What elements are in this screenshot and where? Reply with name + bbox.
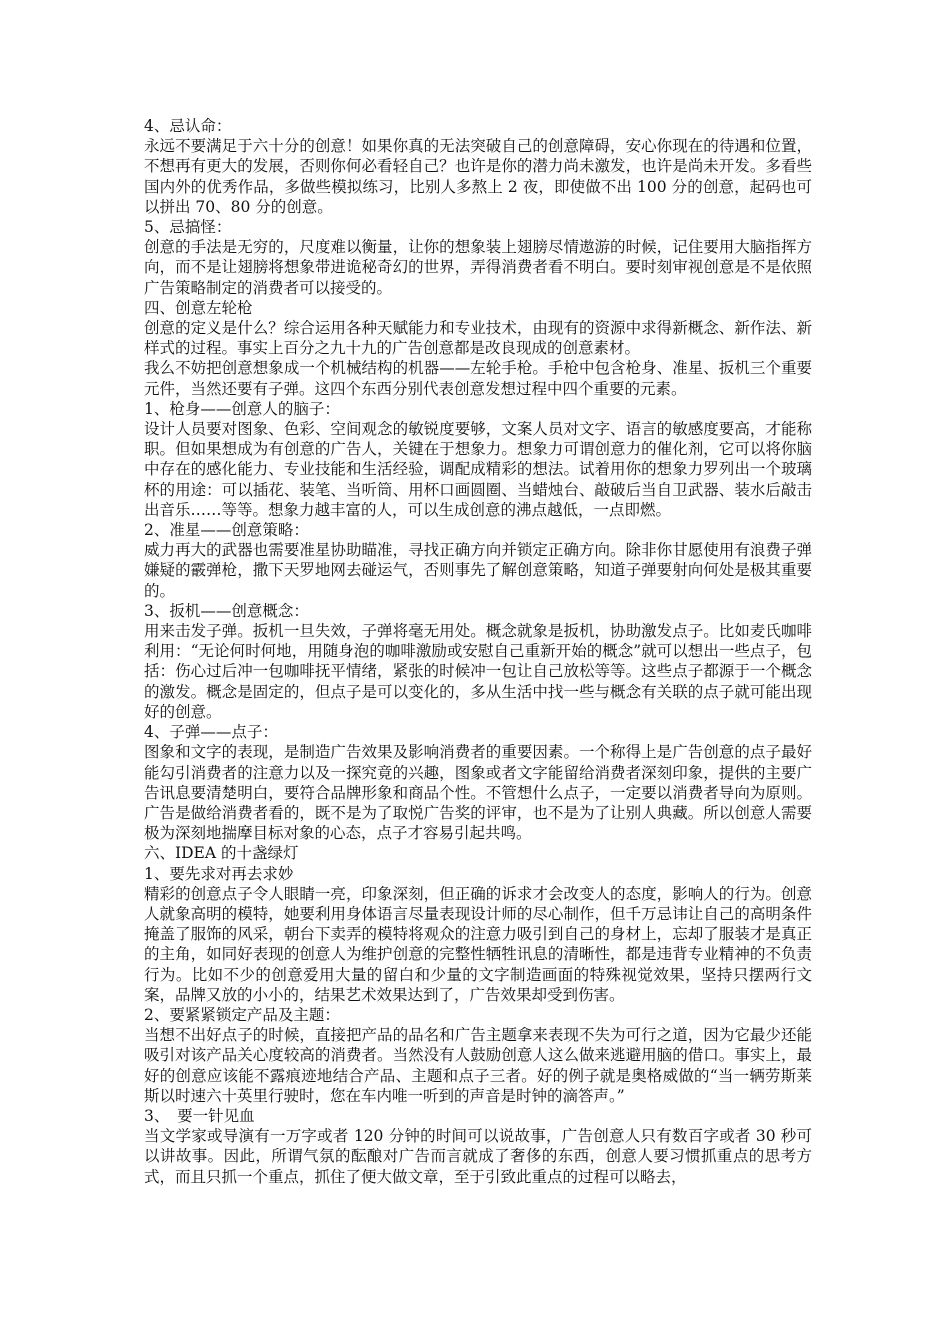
paragraph: 设计人员要对图象、色彩、空间观念的敏锐度要够，文案人员对文字、语言的敏感度要高，才能称职。但如果想成为有创意的广告人，关键在于想象力。想象力可谓创意力的催化剂，它可以将你脑中存在的感化能力、专业技能和生活经验，调配成精彩的想法。试着用你的想象力罗列出一个玻璃杯的用途：可以插花、装笔、当听筒、用杯口画圆圈、当蜡烛台、敲破后当自卫武器、装水后敲击出音乐……等等。想象力越丰富的人，可以生成创意的沸点越低，一点即燃。 — [144, 420, 812, 519]
paragraph: 我么不妨把创意想象成一个机械结构的机器——左轮手枪。手枪中包含枪身、准星、扳机三个重要元件，当然还要有子弹。这四个东西分别代表创意发想过程中四个重要的元素。 — [144, 359, 812, 398]
chapter-heading: 四、创意左轮枪 — [144, 298, 253, 317]
section-heading: 4、忌认命： — [144, 117, 232, 135]
section-heading: 1、枪身——创意人的脑子： — [144, 399, 340, 418]
section-heading: 3、扳机——创意概念： — [144, 601, 309, 620]
section-heading: 3、 要一针见血 — [144, 1106, 255, 1125]
paragraph: 当想不出好点子的时候，直接把产品的品名和广告主题拿来表现不失为可行之道，因为它最少还能吸引对该产品关心度较高的消费者。当然没有人鼓励创意人这么做来逃避用脑的借口。事实上，最好的创意应该能不露痕迹地结合产品、主题和点子三者。好的例子就是奥格威做的“当一辆劳斯莱斯以时速六十英里行驶时，您在车内唯一听到的声音是时钟的滴答声。” — [144, 1026, 812, 1105]
chapter-heading: 六、IDEA 的十盏绿灯 — [144, 844, 299, 863]
paragraph: 创意的定义是什么？综合运用各种天赋能力和专业技术，由现有的资源中求得新概念、新作法、新样式的过程。事实上百分之九十九的广告创意都是改良现成的创意素材。 — [144, 319, 812, 358]
paragraph: 用来击发子弹。扳机一旦失效，子弹将毫无用处。概念就象是扳机，协助激发点子。比如麦氏咖啡利用：“无论何时何地，用随身泡的咖啡激励或安慰自己重新开始的概念”就可以想出一些点子，包括：伤心过后冲一包咖啡抚平情绪，紧张的时候冲一包让自己放松等等。这些点子都源于一个概念的激发。概念是固定的，但点子是可以变化的，多从生活中找一些与概念有关联的点子就可能出现好的创意。 — [144, 622, 812, 721]
paragraph: 威力再大的武器也需要准星协助瞄准，寻找正确方向并锁定正确方向。除非你甘愿使用有浪费子弹嫌疑的霰弹枪，撒下天罗地网去碰运气，否则事先了解创意策略，知道子弹要射向何处是极其重要的。 — [144, 541, 812, 600]
paragraph: 当文学家或导演有一万字或者 120 分钟的时间可以说故事，广告创意人只有数百字或者 30 秒可以讲故事。因此，所谓气氛的酝酿对广告而言就成了奢侈的东西，创意人要习惯抓重点的思考方式，而且只抓一个重点，抓住了便大做文章，至于引致此重点的过程可以略去， — [144, 1127, 812, 1186]
paragraph: 图象和文字的表现，是制造广告效果及影响消费者的重要因素。一个称得上是广告创意的点子最好能勾引消费者的注意力以及一探究竟的兴趣，图象或者文字能留给消费者深刻印象，提供的主要广告讯息要清楚明白，要符合品牌形象和商品个性。不管想什么点子，一定要以消费者导向为原则。广告是做给消费者看的，既不是为了取悦广告奖的评审，也不是为了让别人典藏。所以创意人需要极为深刻地揣摩目标对象的心态，点子才容易引起共鸣。 — [144, 743, 812, 843]
document-body — [144, 116, 812, 1187]
paragraph: 精彩的创意点子令人眼睛一亮，印象深刻，但正确的诉求才会改变人的态度，影响人的行为。创意人就象高明的模特，她要利用身体语言尽量表现设计师的尽心制作，但千万忌讳让自己的高明条件掩盖了服饰的风采，朝台下卖弄的模特将观众的注意力吸引到自己的身材上，忘却了服装才是真正的主角，如同好表现的创意人为维护创意的完整性牺牲讯息的清晰性，都是违背专业精神的不负责行为。比如不少的创意爱用大量的留白和少量的文字制造画面的特殊视觉效果，坚持只摆两行文案，品牌又放的小小的，结果艺术效果达到了，广告效果却受到伤害。 — [144, 884, 812, 1004]
section-heading: 4、子弹——点子： — [144, 723, 278, 742]
section-heading: 2、要紧紧锁定产品及主题： — [144, 1005, 340, 1024]
section-heading: 5、忌搞怪： — [144, 218, 232, 237]
section-heading: 2、准星——创意策略： — [144, 521, 309, 540]
paragraph: 永远不要满足于六十分的创意！如果你真的无法突破自己的创意障碍，安心你现在的待遇和位置，不想再有更大的发展，否则你何必看轻自己？也许是你的潜力尚未激发，也许是尚未开发。多看些国内外的优秀作品，多做些模拟练习，比别人多熬上 2 夜，即使做不出 100 分的创意，起码也可以拼出 70、80 分的创意。 — [144, 137, 812, 216]
section-heading: 1、要先求对再去求妙 — [144, 864, 294, 883]
paragraph: 创意的手法是无穷的，尺度难以衡量，让你的想象装上翅膀尽情遨游的时候，记住要用大脑指挥方向，而不是让翅膀将想象带进诡秘奇幻的世界，弄得消费者看不明白。要时刻审视创意是不是依照广告策略制定的消费者可以接受的。 — [144, 238, 812, 297]
